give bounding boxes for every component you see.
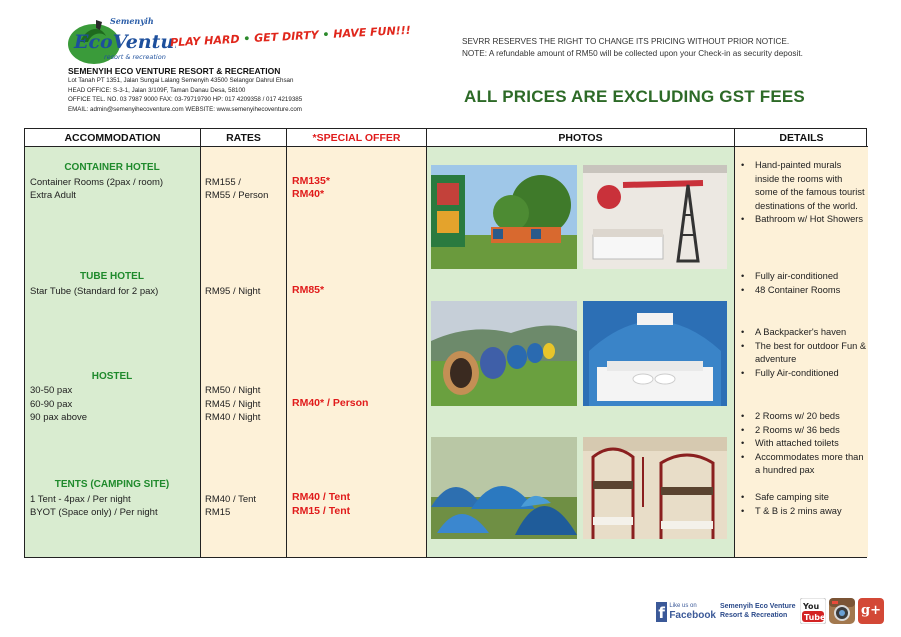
hostel-row: 60-90 pax [30,399,73,410]
container-row: Container Rooms (2pax / room) [30,177,164,188]
section-title-tube-hotel: TUBE HOTEL [80,271,144,282]
detail-item: • Hand-painted murals inside the rooms with some of the famous tourist destinations of the world. [737,159,867,213]
detail-item: • Bathroom w/ Hot Showers [737,213,867,227]
byot-offer: RM15 / Tent [292,505,351,517]
byot-rate: RM15 [205,507,231,518]
container-offer: RM135* [292,175,330,187]
head-office-line: HEAD OFFICE: S-3-1, Jalan 3/109F, Taman Danau Desa, 58100 [68,86,246,94]
svg-text:Tube: Tube [804,613,826,622]
contact-line: OFFICE TEL. NO. 03 7987 9000 FAX: 03-79719790 HP: 017 4209358 / 017 4219385 [68,96,303,104]
hostel-rate: RM40 / Night [205,412,261,423]
instagram-icon[interactable] [829,598,855,624]
tent-rate: RM40 / Tent [205,494,257,505]
section-title-hostel: HOSTEL [91,371,133,382]
detail-item: • 48 Container Rooms [737,284,867,298]
detail-item: • The best for outdoor Fun & adventure [737,340,867,367]
tube-hotel-interior-photo [583,301,727,406]
detail-item: • With attached toilets [737,437,867,451]
divider [426,129,427,557]
detail-item: • Accommodates more than a hundred pax [737,451,867,478]
footer-brand: Semenyih Eco Venture Resort & Recreation [720,603,796,619]
header-photos: PHOTOS [427,129,734,147]
star-tube-row: Star Tube (Standard for 2 pax) [30,286,159,297]
byot-row: BYOT (Space only) / Per night [30,507,158,518]
extra-adult-row: Extra Adult [30,190,76,201]
email-website-line: EMAIL: admin@semenyihecoventure.com WEBSITE: www.semenyihecoventure.com [68,105,302,113]
company-info [68,66,388,114]
hostel-row: 90 pax above [30,412,88,423]
gst-heading: ALL PRICES ARE EXCLUDING GST FEES [464,87,805,106]
divider [200,129,201,557]
container-hotel-exterior-photo [431,165,577,269]
tent-offer: RM40 / Tent [292,491,351,503]
camping-tents-photo [431,437,577,539]
svg-text:EcoVenture: EcoVentu [74,31,175,53]
divider [734,129,735,557]
facebook-icon: f [656,602,667,622]
detail-item: • A Backpacker's haven [737,326,867,340]
divider [286,129,287,557]
svg-text:You: You [803,602,820,611]
eiffel-mural-room-photo [583,165,727,269]
detail-item: • Fully air-conditioned [737,270,867,284]
company-name: SEMENYIH ECO VENTURE RESORT & RECREATION [68,66,281,76]
svg-text:resort & recreation: resort & recreation [104,53,166,61]
header-rates: RATES [201,129,286,147]
extra-adult-offer: RM40* [292,188,325,200]
hostel-bunk-bed-photo [583,437,727,539]
hostel-rate: RM45 / Night [205,399,261,410]
hostel-offer: RM40* / Person [292,397,369,409]
tube-hotel-exterior-photo [431,301,577,406]
detail-item: • Safe camping site [737,491,867,505]
detail-item: • T & B is 2 mins away [737,505,867,519]
company-logo [66,12,176,68]
hostel-row: 30-50 pax [30,385,73,396]
pricing-notice: SEVRR RESERVES THE RIGHT TO CHANGE ITS PRICING WITHOUT PRIOR NOTICE. NOTE: A refundable amount of RM50 will be collected upon your Check-in as security deposit. [462,37,803,58]
address-line: Lot Tanah PT 1351, Jalan Sungai Lalang Semenyih 43500 Selangor Dahrul Ehsan [68,77,294,84]
container-rate: RM155 / [205,177,241,188]
svg-text:Semenyih: Semenyih [110,16,154,26]
header-special-offer: *SPECIAL OFFER [287,129,426,147]
tent-row: 1 Tent - 4pax / Per night [30,494,131,505]
price-table [24,128,867,558]
google-plus-icon[interactable]: g+ [858,598,884,624]
detail-item: • Fully Air-conditioned [737,367,867,381]
section-title-container-hotel: CONTAINER HOTEL [64,162,160,173]
detail-item: • 2 Rooms w/ 36 beds [737,424,867,438]
extra-adult-rate: RM55 / Person [205,190,269,201]
header-details: DETAILS [735,129,868,147]
header-accommodation: ACCOMMODATION [25,129,200,147]
star-tube-rate: RM95 / Night [205,286,261,297]
detail-item: • 2 Rooms w/ 20 beds [737,410,867,424]
facebook-link[interactable]: f Like us on Facebook [656,600,716,624]
hostel-rate: RM50 / Night [205,385,261,396]
star-tube-offer: RM85* [292,284,325,296]
section-title-tents: TENTS (CAMPING SITE) [54,479,170,490]
youtube-icon[interactable] [800,598,826,624]
tagline: PLAY HARD • GET DIRTY • HAVE FUN!!! [169,23,412,50]
